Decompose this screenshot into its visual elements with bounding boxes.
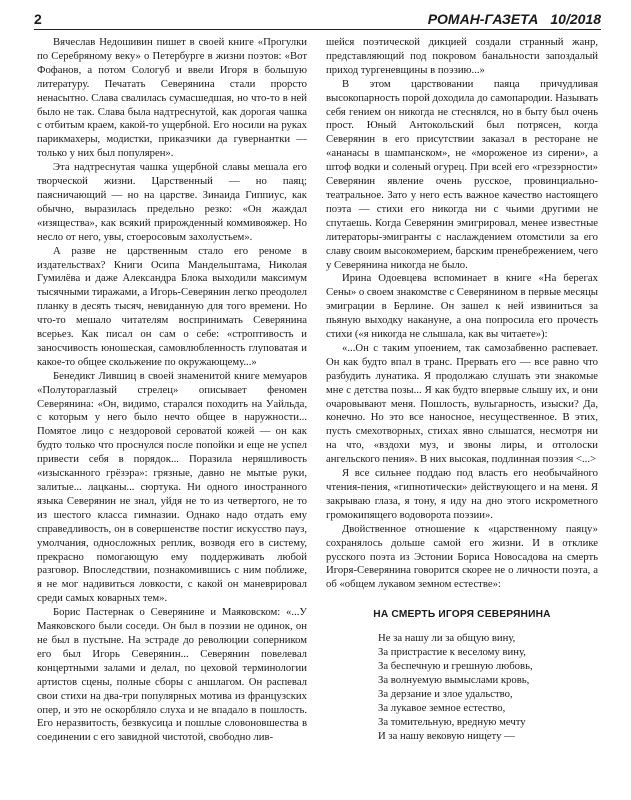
right-column — [326, 36, 598, 743]
journal-title — [428, 11, 601, 27]
left-column — [37, 36, 307, 745]
paragraph: В этом царствовании паяца причудливая высокопарность порой доходила до самопародии. Называть себя гением он никогда не стеснялся, но в быту был очень прост. Юный Антокольский был потрясен, когда Северянин в его присутствии заказал в ресторане не «ананасы в шампанском», не «мороженое из сирени», а штоф водки и соленый огурец. При всей его «грезэрности» Северянин явление очень русское, провинциально-театральное. Зато у него есть важное качество настоящего поэта — стихи его никогда ни с чьими другими не спутаешь. Когда Северянин эмигрировал, менее известные литераторы-эмигранты с наслаждением отомстили за его славу своим высокомерием, барским пренебрежением, чего у Северянина никогда не было. — [326, 77, 598, 271]
paragraph: А разве не царственным стало его реноме в издательствах? Книги Осипа Мандельштама, Николая Гумилёва и даже Александра Блока выходили максимум тысячными тиражами, а Игорь-Северянин легко преодолел планку в десять тысяч, невиданную для того времени. Но что-то мешало читателям воспринимать Северянина всерьез. Как писал он сам о себе: «строптивость и заносчивость юношеская, самовлюбленность глуповатая и какое-то общее скольжение по окружающему...» — [37, 244, 307, 368]
paragraph: Я все сильнее поддаю под власть его необычайного чтения-пения, «гипнотически» действующего и на меня. Я закрываю глаза, я тону, я иду на дно этого искрометного громокипящего водоворота поэзии». — [326, 467, 598, 521]
journal-name: РОМАН-ГАЗЕТА — [427, 11, 539, 27]
paragraph-continued: шейся поэтической дикцией создали странный жанр, представляющий под покровом банальности запоздалый приход тургеневщины в поэзию...» — [326, 36, 598, 76]
paragraph: «...Он с таким упоением, так самозабвенно распевает. Он как будто впал в транс. Прервать его — все равно что разбудить лунатика. Я продолжаю слушать эти знакомые мне с детства позы... Я как будто впервые слышу их, и они очаровывают меня. Пошлость, вульгарность, изыски? Да, конечно. Но это все наносное, несущественное. В этих, пусть смехотворных, стихах явно слышатся, несмотря ни на что, «вздохи муз, и звоны лиры, и отголоски ангельского пения». В них высокая, подлинная поэзия <...> — [326, 341, 598, 466]
poem-line: За пристрастие к веселому вину, — [378, 646, 526, 659]
issue-number: 10/2018 — [550, 11, 601, 27]
paragraph: Вячеслав Недошивин пишет в своей книге «Прогулки по Серебряному веку» о Петербурге в жизни поэтов: «Вот Фофанов, а потом Сологуб и ввели Игоря в большую литературу. Печатать Северянина стали прорсто ненасытно. Слава свалилась сумасшедшая, но что-то в ней было не так. Слава была надтреснутой, как дорогая чашка с отбитым краем, какой-то ущербной. Его носили на руках парикмахеры, модистки, приказчики да гувернантки — только у них был популярен». — [37, 36, 307, 160]
paragraph: Ирина Одоевцева вспоминает в книге «На берегах Сены» о своем знакомстве с Северянином в первые месяцы эмиграции в Берлине. Он зашел к ней извиниться за пьяную выходку накануне, а она попросила его прочесть стихи («я никогда не слышала, как вы читаете»): — [326, 272, 598, 341]
paragraph: Двойственное отношение к «царственному паяцу» сохранялось дольше самой его жизни. И в отклике русского поэта из Эстонии Бориса Новосадова на смерть Игоря-Северянина говорится скорее не о личности поэта, а об «общем лукавом земном естестве»: — [326, 522, 598, 591]
poem-line: За лукавое земное естество, — [378, 701, 506, 714]
poem-line: За волнуемую вымыслами кровь, — [378, 673, 530, 686]
poem-line: За томительную, вредную мечту — [378, 715, 526, 728]
paragraph: Бенедикт Лившиц в своей знаменитой книге мемуаров «Полутораглазый стрелец» описывает феномен Северянина: «Он, видимо, старался походить на Уайльда, с которым у него было нечто общее в наружности... Помятое лицо с нездоровой сероватой кожей — он как будто только что проснулся после попойки и еще не успел привести себя в порядок... Поразила неряшливость «изысканного грёзэра»: грязные, давно не мытые руки, залитые... лацканы... сюртука. Ни одного иностранного языка Северянин не знал, уйдя не то из четвертого, не то из шестого класса гимназии. Однако надо отдать ему справедливость, он в совершенстве постиг искусство пауз, умолчания, односложных реплик, возводя его в систему, прекрасно помогающую ему поддерживать любой разговор. Впоследствии, познакомившись с ним поближе, я не мог надивиться ловкости, с какой он маневрировал среди самых коварных тем». — [37, 369, 307, 605]
page-header — [34, 11, 601, 30]
poem-line: За беспечную и грешную любовь, — [378, 659, 533, 672]
poem-line: И за нашу вековую нищету — — [378, 729, 515, 742]
poem-line: Не за нашу ли за общую вину, — [378, 632, 516, 645]
paragraph: Эта надтреснутая чашка ущербной славы мешала его творческой жизни. Царственный — но паяц; паясничающий — но на царстве. Зинаида Гиппиус, как обычно, выразилась предельно резко: «Он жаждал «изящества», как всякий прирожденный коммивояжер. Но несло от него, увы, стоеросовым захолустьем». — [37, 161, 307, 243]
poem-title: НА СМЕРТЬ ИГОРЯ СЕВЕРЯНИНА — [373, 609, 551, 621]
page-number: 2 — [34, 11, 42, 27]
paragraph: Борис Пастернак о Северянине и Маяковском: «...У Маяковского были соседи. Он был в поэзии не одинок, он не был в пустыне. На эстраде до революции соперником его был Игорь Северянин... Северянин повелевал концертными залами и делал, по цеховой терминологии артистов сцены, полные сборы с аншлагом. Он распевал свои стихи на два-три популярных мотива из французских опер, и это не оскорбляло слуха и не впадало в пошлость. Его неразвитость, безвкусица и пошлые словоновшества в соединении с его завидной чистотой, свободно лив- — [37, 606, 307, 744]
poem-line: За дерзание и злое удальство, — [378, 687, 513, 700]
poem — [378, 632, 598, 743]
